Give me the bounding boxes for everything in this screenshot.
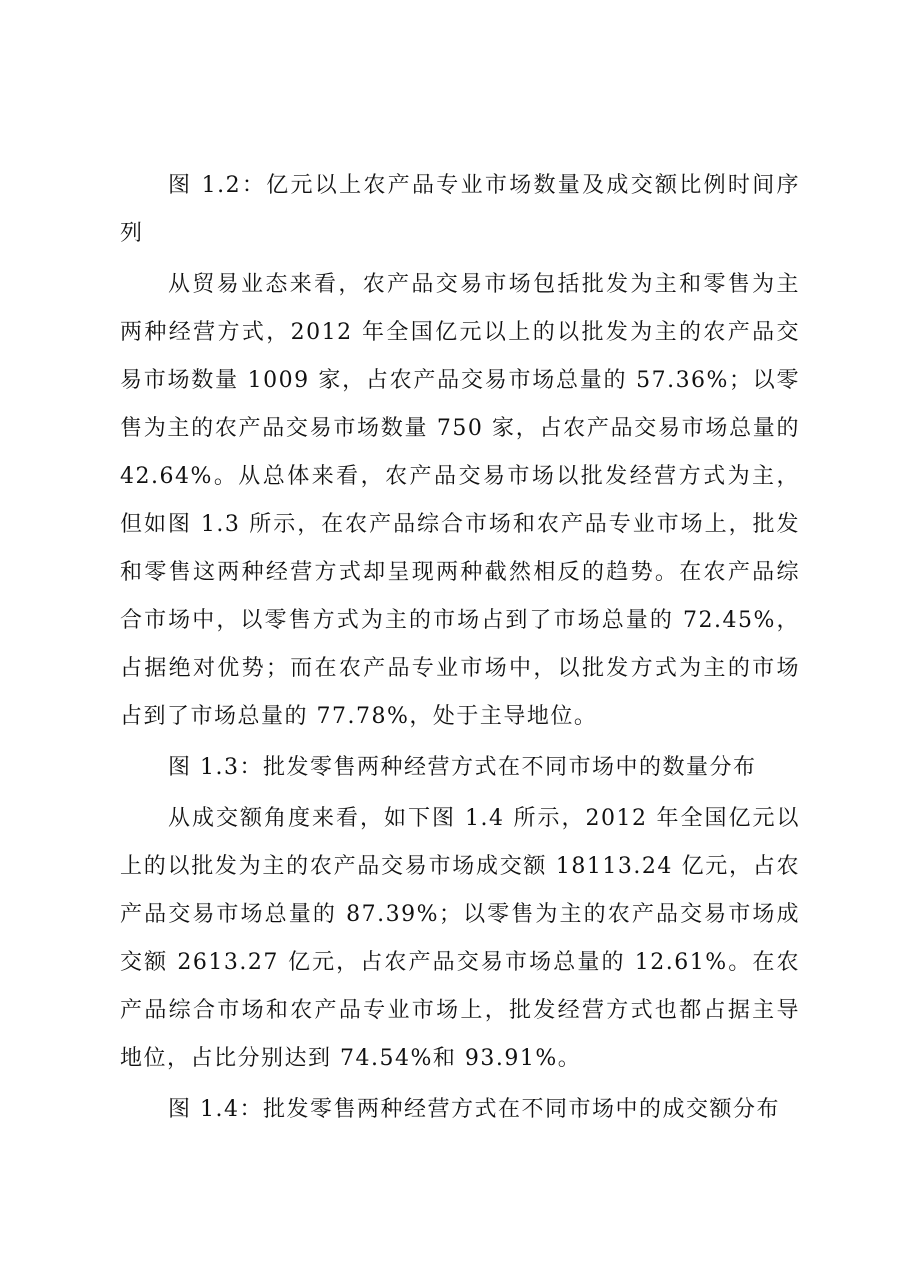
document-body (120, 162, 800, 1137)
paragraph-transaction-volume: 从成交额角度来看，如下图 1.4 所示，2012 年全国亿元以上的以批发为主的农产品交易市场成交额 18113.24 亿元，占农产品交易市场总量的 87.39%；以零售为主的农产品交易市场成交额 2613.27 亿元，占农产品交易市场总量的 12.61%。在农产品综合市场和农产品专业市场上，批发经营方式也都占据主导地位，占比分别达到 74.54%和 93.91%。 (120, 806, 800, 1071)
paragraph-trade-format: 从贸易业态来看，农产品交易市场包括批发为主和零售为主两种经营方式，2012 年全国亿元以上的以批发为主的农产品交易市场数量 1009 家，占农产品交易市场总量的 57.36%；以零售为主的农产品交易市场数量 750 家，占农产品交易市场总量的 42.64%。从总体来看，农产品交易市场以批发经营方式为主，但如图 1.3 所示，在农产品综合市场和农产品专业市场上，批发和零售这两种经营方式却呈现两种截然相反的趋势。在农产品综合市场中，以零售方式为主的市场占到了市场总量的 72.45%，占据绝对优势；而在农产品专业市场中，以批发方式为主的市场占到了市场总量的 77.78%，处于主导地位。 (120, 272, 800, 729)
figure-caption-1-4: 图 1.4：批发零售两种经营方式在不同市场中的成交额分布 (168, 1097, 780, 1122)
figure-caption-1-3: 图 1.3：批发零售两种经营方式在不同市场中的数量分布 (168, 755, 757, 780)
figure-caption-1-2: 图 1.2：亿元以上农产品专业市场数量及成交额比例时间序列 (120, 173, 800, 246)
